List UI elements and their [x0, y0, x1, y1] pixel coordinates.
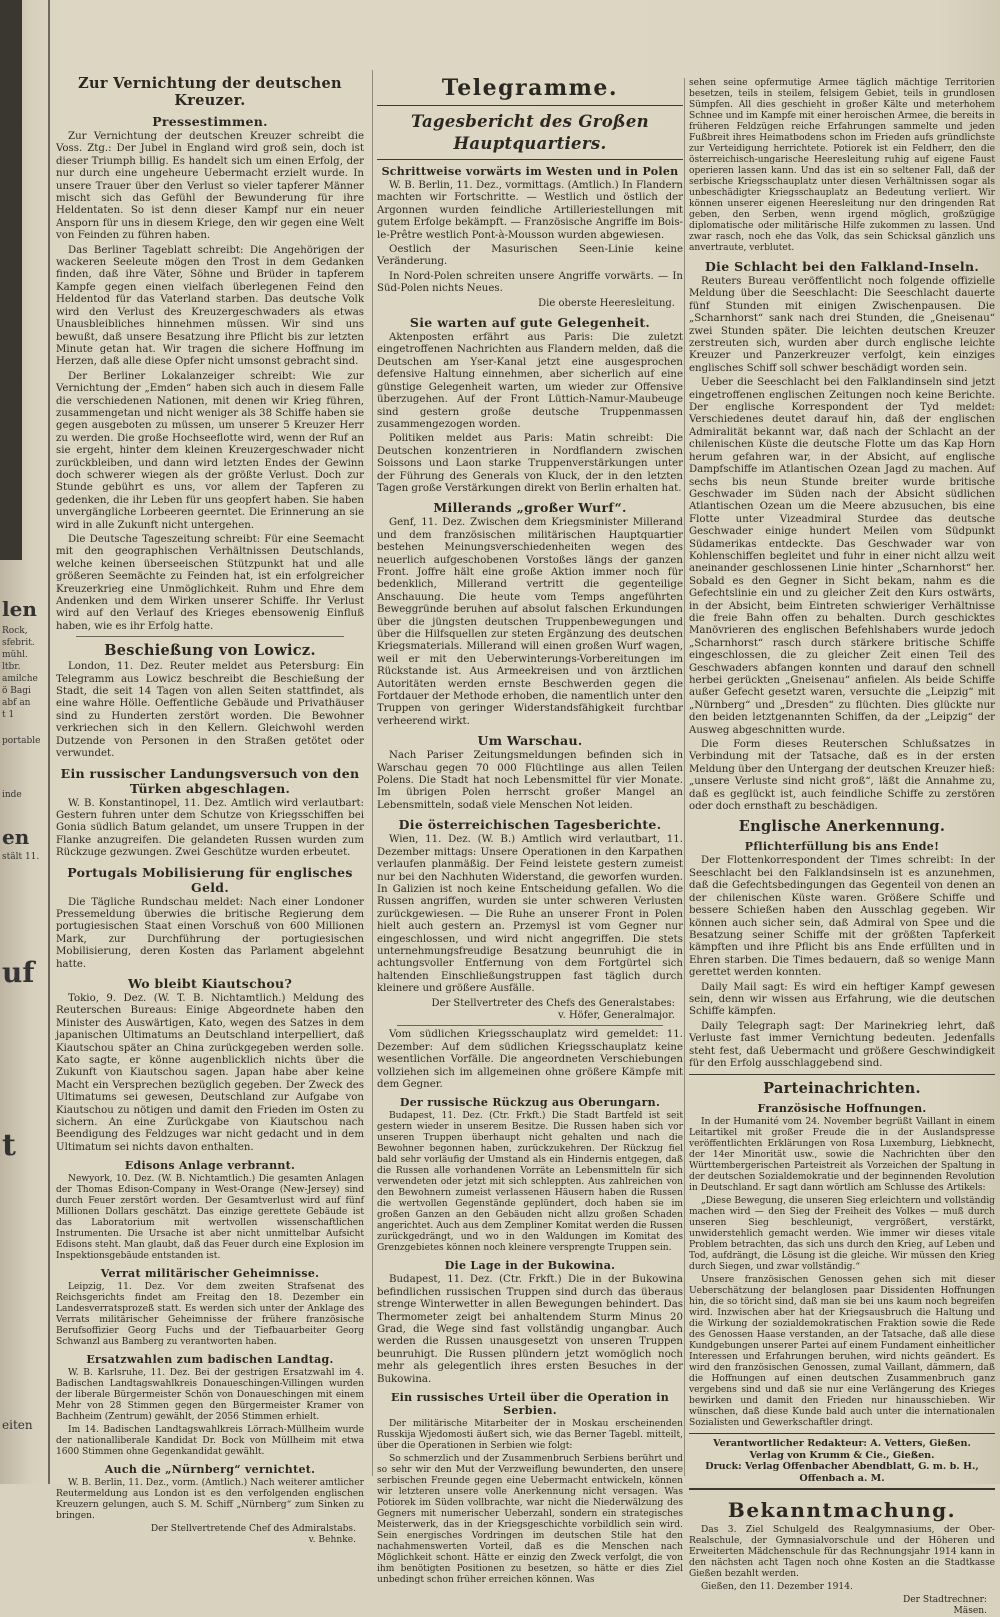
- article-paragraph: „Diese Bewegung, die unseren Sieg erleichtern und vollständig machen wird — den Sieg der Freiheit des Volkes — muß durch unseren Sieg beschleunigt, vergrößert, verstärkt, unwiderstehlich gemacht werden. Wie immer wir dieses vitale Problem betrachten, das sich uns durch den Krieg, auf Leben und Tod, aufdrängt, die Lösung ist die gleiche. Wir müssen den Krieg durch Siegen, und zwar vollständig.“: [689, 1196, 995, 1273]
- article-paragraph: Oestlich der Masurischen Seen-Linie keine Veränderung.: [377, 244, 683, 268]
- signature-name: Mäsen.: [953, 1606, 987, 1617]
- signature: Der Stadtrechner:: [902, 1595, 987, 1606]
- margin-fragment: en: [2, 825, 30, 849]
- article-paragraph: Politiken meldet aus Paris: Matin schreibt: Die Deutschen konzentrieren in Nordflandern zwischen Soissons und Laon starke Truppenverstärkungen unter der Führung des Generals von Kluck, der in den letzten Tagen große Verstärkungen direkt von Berlin erhalten hat.: [377, 433, 683, 494]
- divider: [377, 105, 683, 106]
- headline-treason: Verrat militärischer Geheimnisse.: [100, 1267, 320, 1281]
- margin-fragment: stält 11.: [2, 852, 40, 862]
- article-paragraph: Das Berliner Tageblatt schreibt: Die Angehörigen der wackeren Seeleute mögen den Trost in dem Gedanken finden, daß ihre Väter, Söhne und Brüder in tapferem Kampfe gegen einen vielfach überlegenen Feind den Heldentod für das Vaterland starben. Das deutsche Volk wird den Verlust des Kreuzergeschwaders als etwas Unausbleibliches hinnehmen müssen. Wir sind uns bewußt, daß unsere Besatzung ihre Pflicht bis zur letzten Minute getan hat. Wir tragen die sichere Hoffnung im Herzen, daß alle diese Opfer nicht umsonst gebracht sind.: [56, 244, 364, 368]
- subheadline-duty: Pflichterfüllung bis ans Ende!: [744, 840, 940, 854]
- headline-step-by-step: Schrittweise vorwärts im Westen und in Polen: [381, 165, 679, 178]
- headline-bukowina: Die Lage in der Bukowina.: [444, 1259, 616, 1273]
- signature-name: v. Behnke.: [308, 1535, 356, 1546]
- headline-announcement: Bekanntmachung.: [727, 1498, 957, 1523]
- headline-austrian-reports: Die österreichischen Tagesberichte.: [398, 817, 662, 833]
- article-paragraph: W. B. Berlin, 11. Dez., vorm. (Amtlich.) Nach weiterer amtlicher Reutermeldung aus London ist es den verfolgenden englischen Kreuzern gelungen, auch S. M. Schiff „Nürnberg“ zum Sinken zu bringen.: [56, 1478, 364, 1522]
- headline-portugal: Portugals Mobilisierung für englisches Geld.: [67, 864, 353, 895]
- margin-fragment: sfebrit.: [2, 638, 35, 648]
- headline-nuernberg: Auch die „Nürnberg“ vernichtet.: [104, 1463, 316, 1477]
- margin-fragment: eiten: [2, 1418, 33, 1432]
- margin-fragment: len: [2, 597, 37, 621]
- notice-box: [689, 1488, 995, 1617]
- margin-fragment: amilche: [2, 674, 38, 684]
- article-paragraph: In Nord-Polen schreiten unsere Angriffe vorwärts. — In Süd-Polen nichts Neues.: [377, 270, 683, 295]
- margin-fragment: abf an: [2, 698, 31, 708]
- article-paragraph: W. B. Berlin, 11. Dez., vormittags. (Amtlich.) In Flandern machten wir Fortschritte. — Westlich und östlich der Argonnen wurden feindliche Artilleriestellungen mit gutem Erfolge bekämpft. — Französische Angriffe im Bois-le-Prêtre westlich Pont-à-Mousson wurden abgewiesen.: [377, 180, 683, 241]
- margin-fragment: ltbr.: [2, 662, 21, 672]
- article-paragraph: In der Humanité vom 24. November begrüßt Vaillant in einem Leitartikel mit großer Freude die in der Auslandspresse veröffentlichten Erklärungen von Rosa Luxemburg, Liebknecht, der 14er Minorität usw., sowie die Nachrichten über den Württembergerischen Parteistreit als Vorzeichen der Spaltung in der deutschen Sozialdemokratie und der beginnenden Revolution in Deutschland. Er sagt dann wörtlich am Schlusse des Artikels:: [689, 1117, 995, 1194]
- article-paragraph: W. B. Konstantinopel, 11. Dez. Amtlich wird verlautbart: Gestern fuhren unter dem Schutze von Kriegsschiffen bei Gonia südlich Batum gelandet, um unsere Truppen in der Flanke anzugreifen. Die gelandeten Russen wurden zum Rückzuge gezwungen. Zwei Geschütze wurden erbeutet.: [56, 797, 364, 859]
- signature: Der Stellvertreter des Chefs des Generalstabes:: [431, 997, 675, 1009]
- article-paragraph: Vom südlichen Kriegsschauplatz wird gemeldet: 11. Dezember: Auf dem südlichen Kriegsschauplatz keine wesentlichen Vorfälle. Die angeordneten Verschiebungen vollziehen sich im allgemeinen ohne größere Kämpfe mit dem Gegner.: [377, 1029, 683, 1090]
- column-left: [56, 70, 364, 1546]
- article-paragraph: Budapest, 11. Dez. (Ctr. Frkft.) Die in der Bukowina befindlichen russischen Truppen sind durch das überaus strenge Winterwetter in allen Bewegungen behindert. Das Thermometer zeigt bei anhaltendem Sturm Minus 20 Grad, die Wege sind fast vollständig ungangbar. Auch werden die Russen unausgesetzt von unseren Truppen beunruhigt. Die Russen plündern jetzt womöglich noch mehr als gelegentlich ihres ersten Besuches in der Bukowina.: [377, 1274, 683, 1385]
- article-paragraph: Gießen, den 11. Dezember 1914.: [701, 1582, 853, 1593]
- article-paragraph: Daily Telegraph sagt: Der Marinekrieg lehrt, daß Verluste fast immer Vernichtung bedeuten. Jedenfalls steht fest, daß Uebermacht und größere Geschwindigkeit für den Erfolg ausschlaggebend sind.: [689, 1020, 995, 1069]
- divider: [689, 1074, 995, 1075]
- imprint-printer: Druck: Verlag Offenbacher Abendblatt, G. m. b. H., Offenbach a. M.: [705, 1461, 979, 1484]
- article-paragraph: Der militärische Mitarbeiter der in Moskau erscheinenden Russkija Wjedomosti äußert sich, wie das Berner Tagebl. mitteilt, über die Operationen in Serbien wie folgt:: [377, 1419, 683, 1452]
- subheadline-french-hopes: Französische Hoffnungen.: [757, 1102, 927, 1116]
- imprint-editor: Verantwortlicher Redakteur: A. Vetters, Gießen.: [713, 1438, 971, 1450]
- article-paragraph: Daily Mail sagt: Es wird ein heftiger Kampf gewesen sein, denn wir wissen aus Erfahrung, wie die deutschen Schiffe kämpfen.: [689, 981, 995, 1018]
- divider: [76, 636, 344, 637]
- article-paragraph: Die Tägliche Rundschau meldet: Nach einer Londoner Pressemeldung überwies die britische Regierung dem portugiesischen Staat einen Vorschuß von 600 Millionen Mark, zur Durchführung der portugiesischen Mobilisierung, deren Kosten das Parlament abgelehnt hatte.: [56, 896, 364, 970]
- column-right: [684, 78, 995, 1617]
- article-paragraph: Wien, 11. Dez. (W. B.) Amtlich wird verlautbart, 11. Dezember mittags: Unsere Operationen in den Karpathen verlaufen planmäßig. Der Feind leistete gestern zumeist nur bei den Nachhuten Widerstand, die geworfen wurden. In Galizien ist noch keine Entscheidung gefallen. Wo die Russen angriffen, wurden sie unter schweren Verlusten zurückgewiesen. — Die Ruhe an unserer Front in Polen hielt auch gestern an. Przemysl ist vom Gegner nur eingeschlossen, und wird nicht angegriffen. Die stets unternehmungsfreudige Besatzung beunruhigt die in achtungsvoller Entfernung von dem Fortgürtel sich haltenden Einschließungstruppen fast täglich durch kleinere und größere Ausfälle.: [377, 834, 683, 995]
- headline-russian-retreat: Der russische Rückzug aus Oberungarn.: [399, 1096, 661, 1110]
- article-paragraph: Aktenposten erfährt aus Paris: Die zuletzt eingetroffenen Nachrichten aus Flandern melden, daß die Deutschen am Yser-Kanal jetzt eine ausgesprochen defensive Haltung einnehmen, aber sicherlich auf eine günstige Gelegenheit warten, um wieder zur Offensive überzugehen. Auf der Front Lüttich-Namur-Maubeuge sind gestern große deutsche Truppenmassen zusammengezogen worden.: [377, 332, 683, 430]
- article-paragraph: Im 14. Badischen Landtagswahlkreis Lörrach-Müllheim wurde der nationalliberale Kandidat Dr. Bock von Müllheim mit etwa 1600 Stimmen ohne Gegenkandidat gewählt.: [56, 1425, 364, 1458]
- divider: [397, 1025, 663, 1026]
- article-paragraph: Nach Pariser Zeitungsmeldungen befinden sich in Warschau gegen 70 000 Flüchtlinge aus allen Teilen Polens. Die Stadt hat noch Lebensmittel für vier Monate. Im übrigen Polen herrscht großer Mangel an Lebensmitteln, sodaß viele Menschen Not leiden.: [377, 750, 683, 811]
- article-paragraph: sehen seine opfermutige Armee täglich mächtige Territorien besetzen, teils in steilem, felsigem Gebiet, teils in grundlosen Sümpfen. All dies geschieht in großer Kälte und meterhohem Schnee und im Kampfe mit einer heroischen Armee, die bereits in früheren Feldzügen reiche Erfahrungen sammelte und jeden Fußbreit ihres Heimatbodens schon im Frieden aufs gründlichste zur Verteidigung herrichtete. Potiorek ist ein Feldherr, den die österreichisch-ungarische Heeresleitung ruhig auf eigene Faust operieren lassen kann. Und das ist ein so seltener Fall, daß der serbische Kriegsschauplatz unter diesen Verhältnissen sogar als unbeschädigter Kriegsschauplatz an Bedeutung verliert. Wir können unserer eigenen Heeresleitung nur den dringenden Rat geben, den Serben, wenn irgend möglich, großzügige diplomatische oder militärische Hilfe zukommen zu lassen. Und zwar rasch, noch ehe das Volk, das sein Schicksal gänzlich uns anvertraute, verblutet.: [689, 78, 995, 253]
- signature-name: v. Höfer, Generalmajor.: [558, 1009, 675, 1021]
- column-middle: [372, 70, 683, 1586]
- section-title-telegrams: Telegramme.: [441, 75, 619, 101]
- headline-by-election: Ersatzwahlen zum badischen Landtag.: [86, 1353, 334, 1367]
- divider: [689, 1433, 995, 1434]
- headline-cruiser-destruction: Zur Vernichtung der deutschen Kreuzer.: [78, 75, 342, 109]
- article-paragraph: Die Form dieses Reuterschen Schlußsatzes in Verbindung mit der Tatsache, daß es in der ersten Meldung über den Untergang der deutschen Kreuzer hieß: „unsere Verluste sind nicht groß“, läßt die Annahme zu, daß es geglückt ist, auch feindliche Schiffe zu zerstören oder doch ernsthaft zu beschädigen.: [689, 739, 995, 813]
- headline-edison: Edisons Anlage verbrannt.: [124, 1159, 296, 1173]
- margin-fragment: t 1: [2, 710, 15, 720]
- previous-page-margin: [0, 0, 50, 1484]
- article-paragraph: Genf, 11. Dez. Zwischen dem Kriegsminister Millerand und dem französischen militärischen Hauptquartier bestehen Meinungsverschiedenheiten wegen des neuerlich aufgeschobenen Vorstoßes längs der ganzen Front. Joffre hält eine große Aktion immer noch für bedenklich, Millerand vertritt die gegenteilige Anschauung. Die heute vom Temps angeführten Beweggründe beruhen auf absolut falschen Erkundungen über die jüngsten deutschen Truppenbewegungen und über die Hilfsquellen zur steten Ergänzung des deutschen Kriegsmaterials. Millerand will einen großen Wurf wagen, weil er mit den Ueberwinterungs-Vorbereitungen im Rückstande ist. Aus Armeekreisen und von ärztlichen Autoritäten werden ernste Beschwerden gegen die Fortdauer der Methode erhoben, die namentlich unter den Truppen von geringer Widerstandsfähigkeit furchtbar verheerend wirkt.: [377, 517, 683, 727]
- headline-warsaw: Um Warschau.: [477, 733, 583, 749]
- headline-landing-attempt: Ein russischer Landungsversuch von den Türken abgeschlagen.: [60, 765, 360, 796]
- article-paragraph: Zur Vernichtung der deutschen Kreuzer schreibt die Voss. Ztg.: Der Jubel in England wird groß sein, doch ist dieser Triumph billig. Es handelt sich um einen Erfolg, der nur durch eine ungeheure Uebermacht erzielt wurde. In unsere Trauer über den Verlust so vieler tapferer Männer mischt sich das Gefühl der Bewunderung für ihre Heldentaten. So ist denn dieser Kampf nur ein neuer Ansporn für uns in diesem Kriege, den wir gegen eine Welt von Feinden zu führen haben.: [56, 131, 364, 242]
- headline-falkland: Die Schlacht bei den Falkland-Inseln.: [705, 259, 979, 274]
- margin-dark-bar: [0, 0, 22, 560]
- margin-fragment: Rock,: [2, 626, 28, 636]
- article-paragraph: Tokio, 9. Dez. (W. T. B. Nichtamtlich.) Meldung des Reuterschen Bureaus: Einige Abgeordnete haben den Minister des Auswärtigen, Kato, wegen des Satzes in dem japanischen Ultimatums an Deutschland interpelliert, daß Kiautschou später an China zurückgegeben werden solle. Kato sagte, er könne augenblicklich nichts über die Zukunft von Kiautschou sagen. Japan habe aber keine Macht ein Versprechen bezüglich gegeben. Der Zweck des Ultimatums sei gewesen, Deutschland zur Aufgabe von Kiautschou zu nötigen und damit den Frieden im Osten zu sichern. An eine Zurückgabe von Kiautschou nach Beendigung des Feldzuges war nicht gedacht und in dem Ultimatum sei nichts davon enthalten.: [56, 992, 364, 1153]
- margin-fragment: t: [2, 1128, 16, 1163]
- margin-fragment: mühl.: [2, 650, 28, 660]
- headline-english-recognition: Englische Anerkennung.: [738, 818, 946, 836]
- margin-fragment: inde: [2, 790, 22, 800]
- article-paragraph: Unsere französischen Genossen gehen sich mit dieser Ueberschätzung der belanglosen paar Dissidenten Hoffnungen hin, die so töricht sind, daß man sie bei uns kaum noch begreifen wird. Inzwischen aber hat der Kriegsausbruch die Haltung und die Wirkung der sozialdemokratischen Fraktion sowie die Rede des Genossen Haase verstanden, an der Tatsache, daß alle diese Kundgebungen unserer Partei auf einem Fundament einheitlicher Interessen und Erfahrungen beruhen, wird nichts geändert. Es wird den französischen Genossen, zumal Vaillant, dämmern, daß die Hoffnungen auf einen deutschen Zusammenbruch ganz vergebens sind und daß sie nur eine Verlängerung des Krieges bewirken und damit den Frieden nur hinausschieben. Wir wünschen, daß diese Kunde bald auch unter die internationalen Sozialisten und Gewerkschaftler dringt.: [689, 1275, 995, 1429]
- article-paragraph: Das 3. Ziel Schulgeld des Realgymnasiums, der Ober-Realschule, der Gymnasialvorschule und der Höheren und Erweiterten Mädchenschule für das Rechnungsjahr 1914 kann in den nächsten acht Tagen noch ohne Kosten an die Stadtkasse Gießen bezahlt werden.: [689, 1525, 995, 1580]
- article-paragraph: Reuters Bureau veröffentlicht noch folgende offizielle Meldung über die Seeschlacht: Die Seeschlacht dauerte fünf Stunden mit einigen Zwischenpausen. Die „Scharnhorst“ sank nach drei Stunden, die „Gneisenau“ zwei Stunden später. Die leichten deutschen Kreuzer zerstreuten sich, wurden aber durch englische leichte Kreuzer und Panzerkreuzer verfolgt, kein einziges englisches Schiff soll schwer beschädigt worden sein.: [689, 276, 995, 374]
- margin-fragment: uf: [2, 956, 35, 989]
- headline-lowicz: Beschießung von Lowicz.: [104, 642, 316, 660]
- divider: [377, 159, 683, 160]
- headline-waiting: Sie warten auf gute Gelegenheit.: [409, 315, 651, 331]
- article-paragraph: London, 11. Dez. Reuter meldet aus Petersburg: Ein Telegramm aus Lowicz beschreibt die Beschießung der Stadt, die seit 14 Tagen von allen Seiten stattfindet, als eine wahre Hölle. Oeffentliche Gebäude und Privathäuser sind zu Hunderten zerstört worden. Die Bewohner verkriechen sich in den Kellern. Gleichwohl werden Dutzende von Personen in den Straßen getötet oder verwundet.: [56, 661, 364, 760]
- article-paragraph: Die Deutsche Tageszeitung schreibt: Für eine Seemacht mit den geographischen Verhältnissen Deutschlands, welche keinen überseeischen Stützpunkt hat und alle größeren Seemächte zu Feinden hat, ist ein erfolgreicher Kreuzerkrieg eine Unmöglichkeit. Ruhm und Ehre dem Andenken und dem Wirken unserer Schiffe. Ihr Verlust wird auf den Verlauf des Krieges ebensowenig Einfluß haben, wie es ihr Erfolg hatte.: [56, 534, 364, 632]
- article-paragraph: Budapest, 11. Dez. (Ctr. Frkft.) Die Stadt Bartfeld ist seit gestern wieder in unserem Besitze. Die Russen haben sich vor unseren Truppen überhaupt nicht gehalten und nach die Bewohner begonnen haben, zurückzukehren. Der Rückzug fiel bald sehr vorläufig der Umstand als ein Hindernis entgegen, daß die Russen alle vorhandenen Vorräte an Lebensmitteln für sich verwendeten oder jetzt mit sich schleppten. Aus zahlreichen von den Bewohnern zumeist verlassenen Häusern haben die Russen die wertvollen Gegenstände geplündert, doch haben sie im großen Ganzen an den Gebäuden nicht allzu großen Schaden angerichtet. Auch aus dem Zempliner Komitat werden die Russen zurückgedrängt, und wo in den Waldungen im Komitat des Grenzgebietes können noch kleinere versprengte Truppen sein.: [377, 1111, 683, 1254]
- article-paragraph: Der Flottenkorrespondent der Times schreibt: In der Seeschlacht bei den Falklandsinseln ist es anzunehmen, daß die Gefechtsbedingungen das Gegenteil von denen an der chilenischen Küste waren. Größere Schiffe und bessere Schießen haben den Ausschlag gegeben. Wir können auch sicher sein, daß Admiral von Spee und die Besatzung seiner Schiffe mit der größten Tapferkeit kämpften und ihre Pflicht bis ans Ende erfüllten und in Ehren starben. Die Times bedauern, daß so wenige Mann gerettet werden konnten.: [689, 855, 995, 979]
- headline-kiautschou: Wo bleibt Kiautschou?: [127, 975, 293, 991]
- headline-millerand: Millerands „großer Wurf“.: [433, 500, 627, 516]
- headline-party-news: Parteinachrichten.: [763, 1080, 921, 1098]
- article-paragraph: Leipzig, 11. Dez. Vor dem zweiten Strafsenat des Reichsgerichts findet am Freitag den 18. Dezember ein Landesverratsprozeß statt. Es werden sich unter der Anklage des Verrats militärischer Geheimnisse der frühere französische Berufsoffizier Georg Fuchs und der Tiefbauarbeiter Georg Schwanzl aus Bamberg zu verantworten haben.: [56, 1282, 364, 1348]
- article-paragraph: Newyork, 10. Dez. (W. B. Nichtamtlich.) Die gesamten Anlagen der Thomas Edison-Company in West-Orange (New-Jersey) sind durch Feuer zerstört worden. Der Gesamtverlust wird auf fünf Millionen Dollars geschätzt. Das einzige gerettete Gebäude ist das Laboratorium mit wertvollen wissenschaftlichen Instrumenten. Die Ursache ist aber nicht unmittelbar Aufsicht Edisons steht. Man glaubt, daß das Feuer durch eine Explosion im Inspektionsgebäude entstanden ist.: [56, 1174, 364, 1262]
- article-paragraph: W. B. Karlsruhe, 11. Dez. Bei der gestrigen Ersatzwahl im 4. Badischen Landtagswahlkreis Donaueschingen-Villingen wurden der liberale Bürgermeister Schön von Donaueschingen mit einem Mehr von 28 Stimmen gegen den Bürgermeister Kramer von Bachheim (Zentrum) gewählt, der 2056 Stimmen erhielt.: [56, 1368, 364, 1423]
- article-paragraph: Der Berliner Lokalanzeiger schreibt: Wie zur Vernichtung der „Emden“ haben sich auch in diesem Falle die verschiedenen Nationen, mit denen wir Krieg führen, zusammengetan und nicht weniger als 38 Schiffe haben sie gegen ausgeboten zu müssen, um unserer 5 Kreuzer Herr zu werden. Die große Hochseeflotte wird, wenn der Ruf an sie ergeht, hinter dem kleinen Kreuzergeschwader nicht zurückbleiben, und dann wird letzten Endes der Gewinn doch schwerer wiegen als der größte Verlust. Doch zur Stunde gebührt es uns, vor allem der Tapferen zu gedenken, die ihr Leben für uns geopfert haben. Sie haben unvergängliche Lorbeeren geerntet. Die Erinnerung an sie wird in alle Zukunft nicht untergehen.: [56, 370, 364, 531]
- signature: Der Stellvertretende Chef des Admiralstabs.: [150, 1524, 356, 1535]
- headline-russian-judgment: Ein russisches Urteil über die Operation in Serbien.: [390, 1391, 670, 1418]
- article-paragraph: So schmerzlich und der Zusammenbruch Serbiens berührt und so sehr wir den Mut der Verzweiflung bewunderten, den unsere serbischen Freunde gegen eine Uebermacht entwickeln, können wir letzteren unsere volle Anerkennung nicht versagen. Was Potiorek im Süden vollbrachte, war nicht die Niederwälzung des Gegners mit numerischer Ueberzahl, sondern ein strategisches Meisterwerk, das in der Kriegsgeschichte vorbildlich sein wird. Sein energisches Vordringen im deutschen Stile hat den nachahmenswerten Vorteil, daß es die Menschen nach Möglichkeit schont. Hätte er einzig den Zweck verfolgt, die von ihm benötigten Positionen zu besetzen, so hätte er dies Ziel unbedingt schon früher erreichen können. Was: [377, 1454, 683, 1586]
- subheadline-press-voices: Pressestimmen.: [152, 114, 268, 129]
- imprint-publisher: Verlag von Krumm & Cie., Gießen.: [749, 1449, 935, 1461]
- signature: Die oberste Heeresleitung.: [538, 297, 675, 309]
- margin-fragment: ö Bagi: [2, 686, 31, 696]
- article-paragraph: Ueber die Seeschlacht bei den Falklandinseln sind jetzt eingetroffenen englischen Zeitungen noch keine Berichte. Der englische Korrespondent der Tyd meldet: Verschiedenes deutet darauf hin, daß der englischen Admiralität bekannt war, daß nach der Schlacht an der chilenischen Küste die deutsche Flotte um das Kap Horn herum gefahren war, in der Absicht, auf englische Dampfschiffe im Atlantischen Ozean Jagd zu machen. Auf sechs bis neun Stunde breiter wurde britische Geschwader im Süden nach der Absicht südlichen Atlantischen Ozean um die Meere abzusuchen, bis eine Flotte unter Vizeadmiral Sturdee das deutsche Geschwader einige hundert Meilen vom Südpunkt Südamerikas entdeckte. Das Geschwader war von Kohlenschiffen begleitet und fuhr in einer nicht allzu weit aneinander geschlossenen Linie hinter „Scharnhorst“ her. Sobald es den Gegner in Sicht bekam, nahm es die Gefechtslinie ein und zu gleicher Zeit den Kurs ostwärts, in der Absicht, beim Eintreten schwieriger Verhältnisse die freie Bahn offen zu behalten. Durch geschicktes Manövrieren des englischen Befehlshabers wurde jedoch „Scharnhorst“ rasch durch stärkere britische Schiffe eingeschlossen, die zu gleicher Zeit einen Teil des Geschwaders abfangen konnten und darauf den schnell herbei gerückten „Gneisenau“ anfielen. Als beide Schiffe außer Gefecht gesetzt waren, versuchte die „Leipzig“ mit „Nürnberg“ und „Dresden“ zu flüchten. Dies glückte nur den beiden letztgenannten Schiffen, da der „Leipzig“ der Ausweg abgeschnitten wurde.: [689, 377, 995, 736]
- margin-fragment: portable: [2, 736, 41, 746]
- headline-daily-report: Tagesbericht des Großen Hauptquartiers.: [411, 112, 649, 153]
